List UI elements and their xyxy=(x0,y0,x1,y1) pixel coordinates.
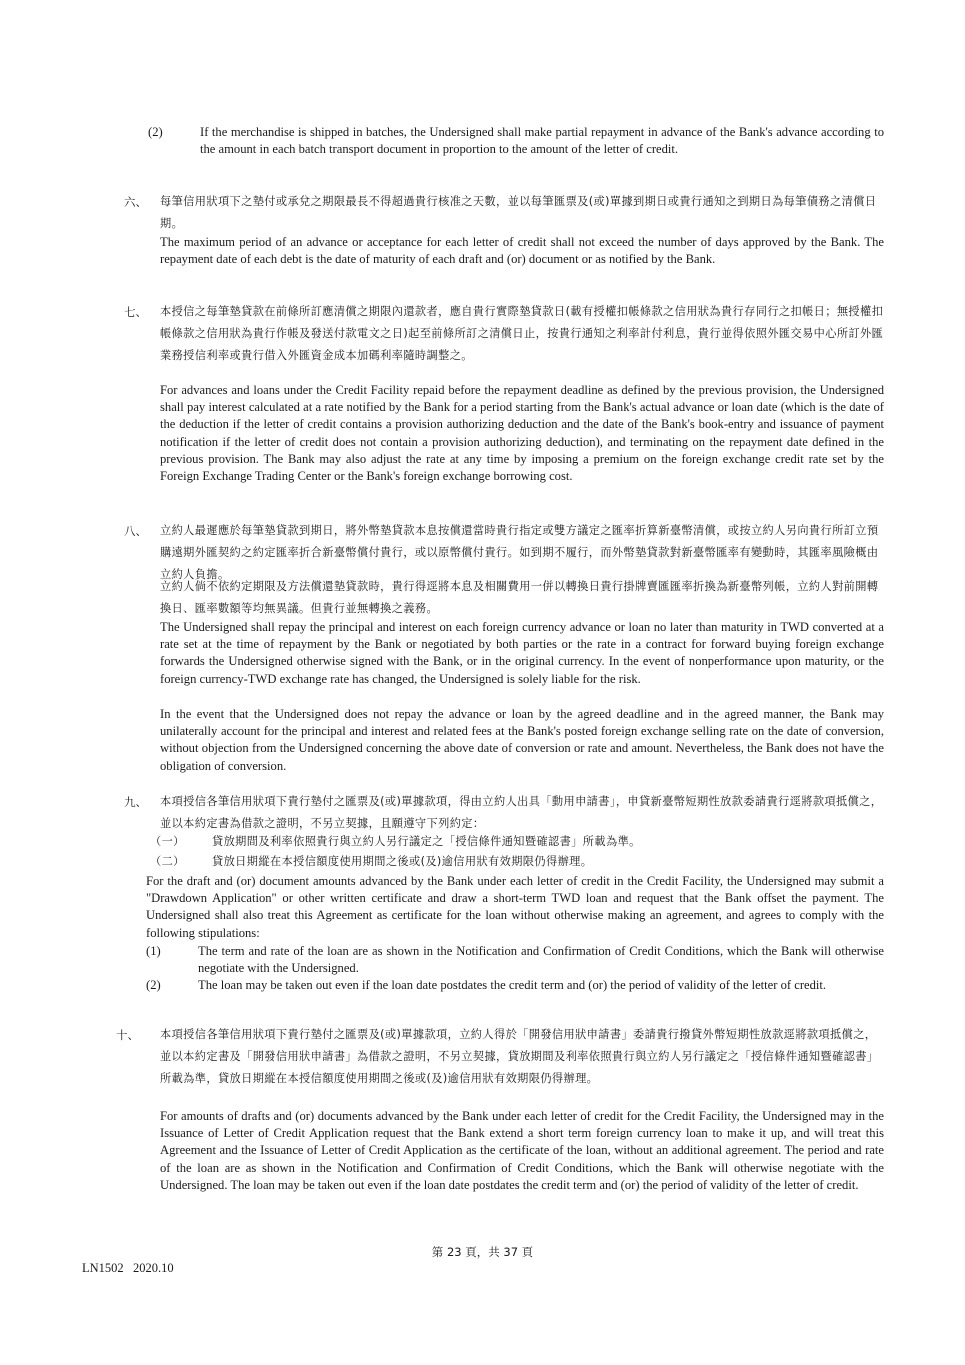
item-text: If the merchandise is shipped in batches, the Undersigned shall make partial repayment in advance of the Bank's advance according to the amount in each batch transport document in proportion to the amount of the letter of credit. xyxy=(200,125,884,157)
section-7-number: 七、 xyxy=(124,305,147,319)
section-9-en: For the draft and (or) document amounts advanced by the Bank under each letter of credit in the Credit Facility, the Undersigned may submit a "Drawdown Application" or other written certificate and draw a short-term TWD loan and request that the Bank offset the payment. The Undersigned shall also treat this Agreement as certificate for the loan without otherwise making an agreement, and agrees to comply with the following stipulations: xyxy=(146,874,884,940)
page-number: 第 23 頁，共 37 頁 xyxy=(431,1245,534,1259)
item-number: (2) xyxy=(148,125,163,139)
section-8-zh-1: 立約人最遲應於每筆墊貸款到期日，將外幣墊貸款本息按償還當時貴行指定或雙方議定之匯率折算新臺幣清償，或按立約人另向貴行所訂立預購遠期外匯契約之約定匯率折合新臺幣償付貴行，或以原幣償付貴行。如到期不履行，而外幣墊貸款對新臺幣匯率有變動時，其匯率風險概由立約人負擔。 xyxy=(160,524,879,581)
item-number: （一） xyxy=(150,835,185,848)
section-8-zh-2: 立約人倘不依約定期限及方法償還墊貸款時，貴行得逕將本息及相關費用一併以轉換日貴行掛牌賣匯匯率折換為新臺幣列帳，立約人對前開轉換日、匯率數額等均無異議。但貴行並無轉換之義務。 xyxy=(160,580,879,615)
section-8-en-2: In the event that the Undersigned does not repay the advance or loan by the agreed deadline and in the agreed manner, the Bank may unilaterally account for the principal and interest and related fees at the Bank's posted foreign exchange selling rate on the date of conversion, without objection from the Undersigned concerning the above date of conversion or rate and amount. Nevertheless, the Bank does not have the obligation of conversion. xyxy=(160,707,884,773)
section-7-zh: 本授信之每筆墊貸款在前條所訂應清償之期限內還款者，應自貴行實際墊貸款日(載有授權扣帳條款之信用狀為貴行存同行之扣帳日；無授權扣帳條款之信用狀為貴行作帳及發送付款電文之日)起至前條所訂之清償日止，按貴行通知之利率計付利息，貴行並得依照外匯交易中心所訂外匯業務授信利率或貴行借入外匯資金成本加碼利率隨時調整之。 xyxy=(160,305,884,362)
section-10-en: For amounts of drafts and (or) documents advanced by the Bank under each letter of credit for the Credit Facility, the Undersigned may in the Issuance of Letter of Credit Application request that the Bank extend a short term foreign currency loan to make it up, and will treat this Agreement and the Issuance of Letter of Credit Application as the certificate of the loan, without an additional agreement. The period and rate of the loan are as shown in the Notification and Confirmation of Credit Conditions, which the Bank will otherwise negotiate with the Undersigned. The loan may be taken out even if the loan date postdates the credit term and (or) the period of validity of the letter of credit. xyxy=(160,1109,884,1192)
section-10-zh: 本項授信各筆信用狀項下貴行墊付之匯票及(或)單據款項，立約人得於「開發信用狀申請書」委請貴行撥貸外幣短期性放款逕將款項抵償之，並以本約定書及「開發信用狀申請書」為借款之證明，不另立契據，貸放期間及利率依照貴行與立約人另行議定之「授信條件通知暨確認書」所載為準，貸放日期縱在本授信額度使用期間之後或(及)逾信用狀有效期限仍得辦理。 xyxy=(160,1028,879,1085)
section-9-en-item-2 xyxy=(146,977,884,994)
item-number: （二） xyxy=(150,855,185,868)
item-number: (2) xyxy=(146,978,161,992)
item-text: The loan may be taken out even if the loan date postdates the credit term and (or) the period of validity of the letter of credit. xyxy=(198,978,827,992)
section-9-zh-item-1 xyxy=(150,831,884,853)
section-6-number: 六、 xyxy=(124,195,147,209)
section-10-number: 十、 xyxy=(116,1028,139,1042)
item-number: (1) xyxy=(146,944,161,958)
section-6-en: The maximum period of an advance or acceptance for each letter of credit shall not exceed the number of days approved by the Bank. The repayment date of each debt is the date of maturity of each draft and (or) document or as notified by the Bank. xyxy=(160,235,884,267)
section-8-en-1: The Undersigned shall repay the principal and interest on each foreign currency advance or loan no later than maturity in TWD converted at a rate set at the time of repayment by the Bank or negotiated by both parties or the rate in a contract for forward buying foreign exchange forwards the Undersigned otherwise signed with the Bank, or in the original currency. In the event of nonperformance upon maturity, or the foreign currency-TWD exchange rate has changed, the Undersigned is solely liable for the risk. xyxy=(160,620,884,686)
item-text: 貸放日期縱在本授信額度使用期間之後或(及)逾信用狀有效期限仍得辦理。 xyxy=(212,855,593,868)
section-5-item-2 xyxy=(148,124,884,158)
section-9-number: 九、 xyxy=(124,795,147,809)
form-code: LN1502 2020.10 xyxy=(82,1261,174,1275)
section-9-zh: 本項授信各筆信用狀項下貴行墊付之匯票及(或)單據款項，得由立約人出具「動用申請書」，申貸新臺幣短期性放款委請貴行逕將款項抵償之，並以本約定書為借款之證明，不另立契據，且願遵守下列約定： xyxy=(160,795,883,830)
item-text: The term and rate of the loan are as shown in the Notification and Confirmation of Credit Conditions, which the Bank will otherwise negotiate with the Undersigned. xyxy=(198,944,884,976)
section-8-number: 八、 xyxy=(124,524,147,538)
section-9-zh-item-2 xyxy=(150,851,884,873)
section-6-zh: 每筆信用狀項下之墊付或承兌之期限最長不得超過貴行核准之天數，並以每筆匯票及(或)單據到期日或貴行通知之到期日為每筆債務之清償日期。 xyxy=(160,195,877,230)
section-7-en: For advances and loans under the Credit Facility repaid before the repayment deadline as defined by the previous provision, the Undersigned shall pay interest calculated at a rate notified by the Bank for a period starting from the Bank's actual advance or loan date (which is the date of the deduction if the letter of credit contains a provision authorizing deduction and the date of the Bank's book-entry and issuance of payment notification if the letter of credit does not contain a provision authorizing deduction), and terminating on the repayment date defined in the previous provision. The Bank may also adjust the rate at any time by imposing a premium on the foreign exchange credit rate set by the Foreign Exchange Trading Center or the Bank's foreign exchange borrowing cost. xyxy=(160,383,884,484)
section-9-en-item-1 xyxy=(146,943,884,977)
item-text: 貸放期間及利率依照貴行與立約人另行議定之「授信條件通知暨確認書」所載為準。 xyxy=(212,835,641,848)
